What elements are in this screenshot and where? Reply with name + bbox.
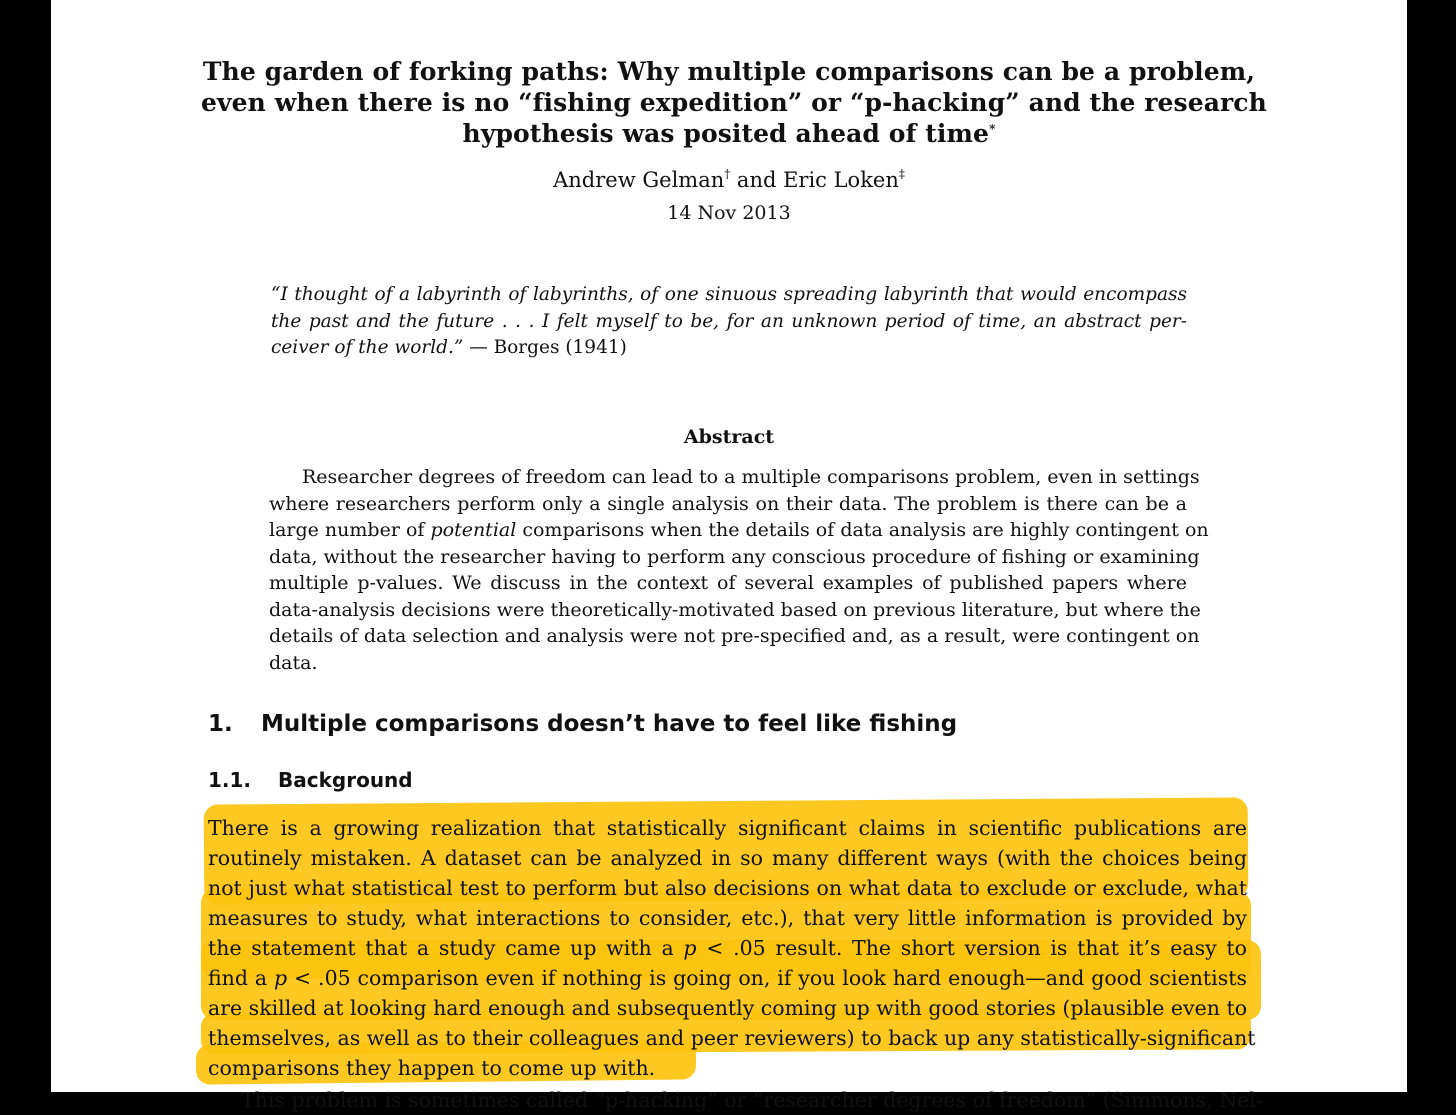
abstract-heading: Abstract xyxy=(683,426,775,448)
abstract-line: data-analysis decisions were theoretically-motivated based on previous literature, but where the xyxy=(269,598,1201,621)
body-line: comparisons they happen to come up with. xyxy=(208,1056,656,1080)
title-line: even when there is no “fishing expedition” or “p-hacking” and the research xyxy=(201,88,1267,117)
paper-title xyxy=(201,56,1267,149)
body-line: find a p < .05 comparison even if nothing is going on, if you look hard enough—and good scientists xyxy=(208,966,1247,990)
subsection-title: Background xyxy=(278,768,413,792)
section-heading xyxy=(208,711,957,737)
abstract-line: multiple p-values. We discuss in the context of several examples of published papers where xyxy=(269,572,1187,594)
body-line: the statement that a study came up with a p < .05 result. The short version is that it’s easy to xyxy=(208,936,1247,960)
body-line: not just what statistical test to perform but also decisions on what data to exclude or exclude, what xyxy=(208,876,1247,900)
body-line: This problem is sometimes called “p-hacking” or “researcher degrees of freedom” (Simmons, Nel- xyxy=(241,1088,1263,1112)
body-line: are skilled at looking hard enough and subsequently coming up with good stories (plausible even to xyxy=(208,996,1248,1020)
epigraph-line: ceiver of the world.” — Borges (1941) xyxy=(271,337,627,358)
abstract-line: where researchers perform only a single analysis on their data. The problem is there can be a xyxy=(269,492,1187,515)
author-list: Andrew Gelman† and Eric Loken‡ xyxy=(553,167,905,192)
abstract-line: Researcher degrees of freedom can lead to a multiple comparisons problem, even in settings xyxy=(302,466,1200,488)
body-line: There is a growing realization that statistically significant claims in scientific publications are xyxy=(208,816,1247,840)
subsection-number: 1.1. xyxy=(208,768,252,792)
title-footnote-mark: * xyxy=(989,122,996,136)
abstract-line: data, without the researcher having to perform any conscious procedure of fishing or examining xyxy=(269,545,1200,568)
section-title: Multiple comparisons doesn’t have to feel like fishing xyxy=(261,711,958,737)
abstract-line: details of data selection and analysis were not pre-specified and, as a result, were contingent on xyxy=(269,625,1200,647)
author-name: Eric Loken xyxy=(783,168,899,192)
epigraph xyxy=(271,282,1187,362)
publication-date: 14 Nov 2013 xyxy=(667,202,791,224)
epigraph-line: the past and the future . . . I felt myself to be, for an unknown period of time, an abstract per- xyxy=(271,310,1187,332)
abstract-body xyxy=(269,464,1209,676)
author-footnote-mark: † xyxy=(724,167,731,181)
epigraph-line: “I thought of a labyrinth of labyrinths, of one sinuous spreading labyrinth that would encompass xyxy=(271,284,1187,305)
section-number: 1. xyxy=(208,711,233,737)
body-line: themselves, as well as to their colleagues and peer reviewers) to back up any statistically-significant xyxy=(208,1026,1256,1050)
title-line: hypothesis was posited ahead of time* xyxy=(462,119,996,148)
paper-page xyxy=(51,0,1407,1112)
title-line: The garden of forking paths: Why multiple comparisons can be a problem, xyxy=(202,57,1256,86)
abstract-line: large number of potential comparisons when the details of data analysis are highly contingent on xyxy=(269,519,1209,541)
subsection-heading xyxy=(208,768,413,792)
author-footnote-mark: ‡ xyxy=(898,167,905,181)
epigraph-attribution: — Borges (1941) xyxy=(463,337,627,358)
body-line: measures to study, what interactions to consider, etc.), that very little information is provided by xyxy=(208,906,1247,930)
abstract-line: data. xyxy=(269,651,318,674)
body-line: routinely mistaken. A dataset can be analyzed in so many different ways (with the choices being xyxy=(208,846,1247,870)
author-name: Andrew Gelman xyxy=(553,168,725,192)
body-text xyxy=(208,813,1263,1113)
